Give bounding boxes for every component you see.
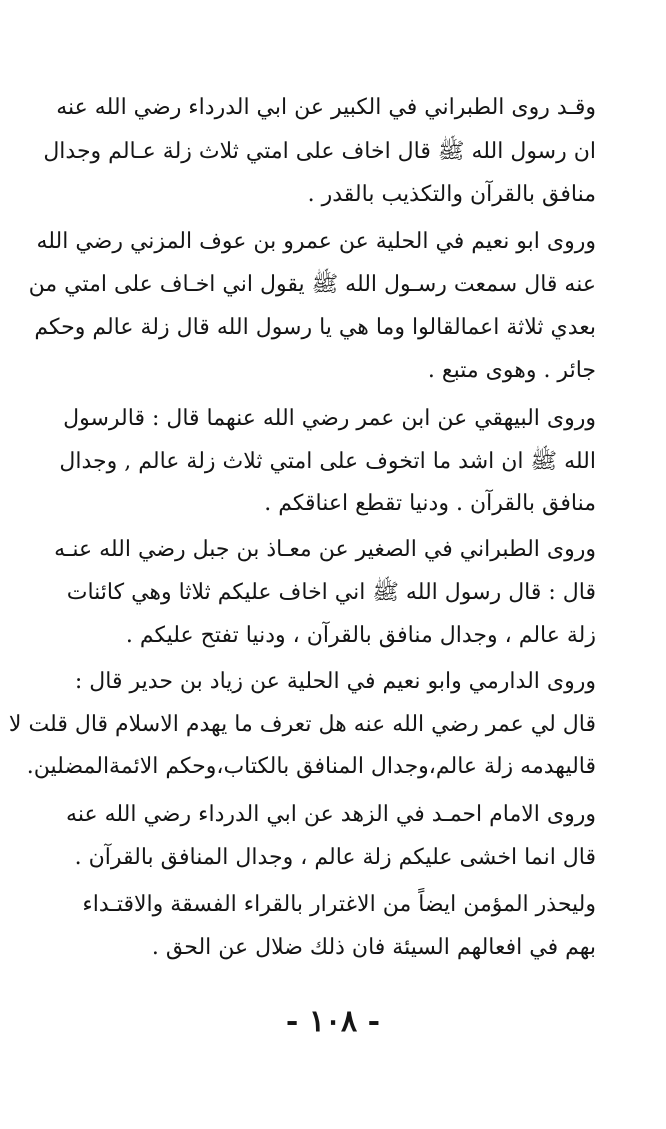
paragraph-1-line-1: وقـد روى الطبراني في الكبير عن ابي الدرداء رضي الله عنه xyxy=(56,95,596,120)
paragraph-4-line-3: زلة عالم ، وجدال منافق بالقرآن ، ودنيا تفتح عليكم . xyxy=(125,623,596,648)
paragraph-5-line-1: وروى الدارمي وابو نعيم في الحلية عن زياد بن حدير قال : xyxy=(74,669,596,694)
paragraph-1-line-3: منافق بالقرآن والتكذيب بالقدر . xyxy=(307,182,596,207)
paragraph-2-line-3: بعدي ثلاثة اعمالقالوا وما هي يا رسول الله قال زلة عالم وحكم xyxy=(34,315,596,340)
paragraph-4-line-1: وروى الطبراني في الصغير عن معـاذ بن جبل رضي الله عنـه xyxy=(54,537,596,562)
paragraph-2-line-1: وروى ابو نعيم في الحلية عن عمرو بن عوف المزني رضي الله xyxy=(36,229,596,254)
paragraph-6-line-2: قال انما اخشى عليكم زلة عالم ، وجدال المنافق بالقرآن . xyxy=(74,845,596,870)
paragraph-5-line-3: قاليهدمه زلة عالم،وجدال المنافق بالكتاب،وحكم الائمةالمضلين. xyxy=(26,754,596,779)
paragraph-2-line-2: عنه قال سمعت رسـول الله ﷺ يقول اني اخـاف على امتي من xyxy=(28,272,596,297)
page-number: - ١٠٨ - xyxy=(285,1004,381,1039)
paragraph-5-line-2: قال لي عمر رضي الله عنه هل تعرف ما يهدم الاسلام قال قلت لا xyxy=(8,712,596,737)
paragraph-4-line-2: قال : قال رسول الله ﷺ اني اخاف عليكم ثلاثا وهي كائنات xyxy=(66,580,596,605)
paragraph-6-line-1: وروى الامام احمـد في الزهد عن ابي الدرداء رضي الله عنه xyxy=(66,802,596,827)
paragraph-3-line-2: الله ﷺ ان اشد ما اتخوف على امتي ثلاث زلة عالم , وجدال xyxy=(59,449,596,474)
paragraph-3-line-3: منافق بالقرآن . ودنيا تقطع اعناقكم . xyxy=(264,491,596,516)
paragraph-3-line-1: وروى البيهقي عن ابن عمر رضي الله عنهما قال : قالرسول xyxy=(63,406,596,431)
paragraph-2-line-4: جائر . وهوى متبع . xyxy=(427,358,596,383)
paragraph-1-line-2: ان رسول الله ﷺ قال اخاف على امتي ثلاث زلة عـالم وجدال xyxy=(43,139,596,164)
paragraph-7-line-2: بهم في افعالهم السيئة فان ذلك ضلال عن الحق . xyxy=(151,935,596,960)
paragraph-7-line-1: وليحذر المؤمن ايضاً من الاغترار بالقراء الفسقة والاقتـداء xyxy=(82,892,596,917)
